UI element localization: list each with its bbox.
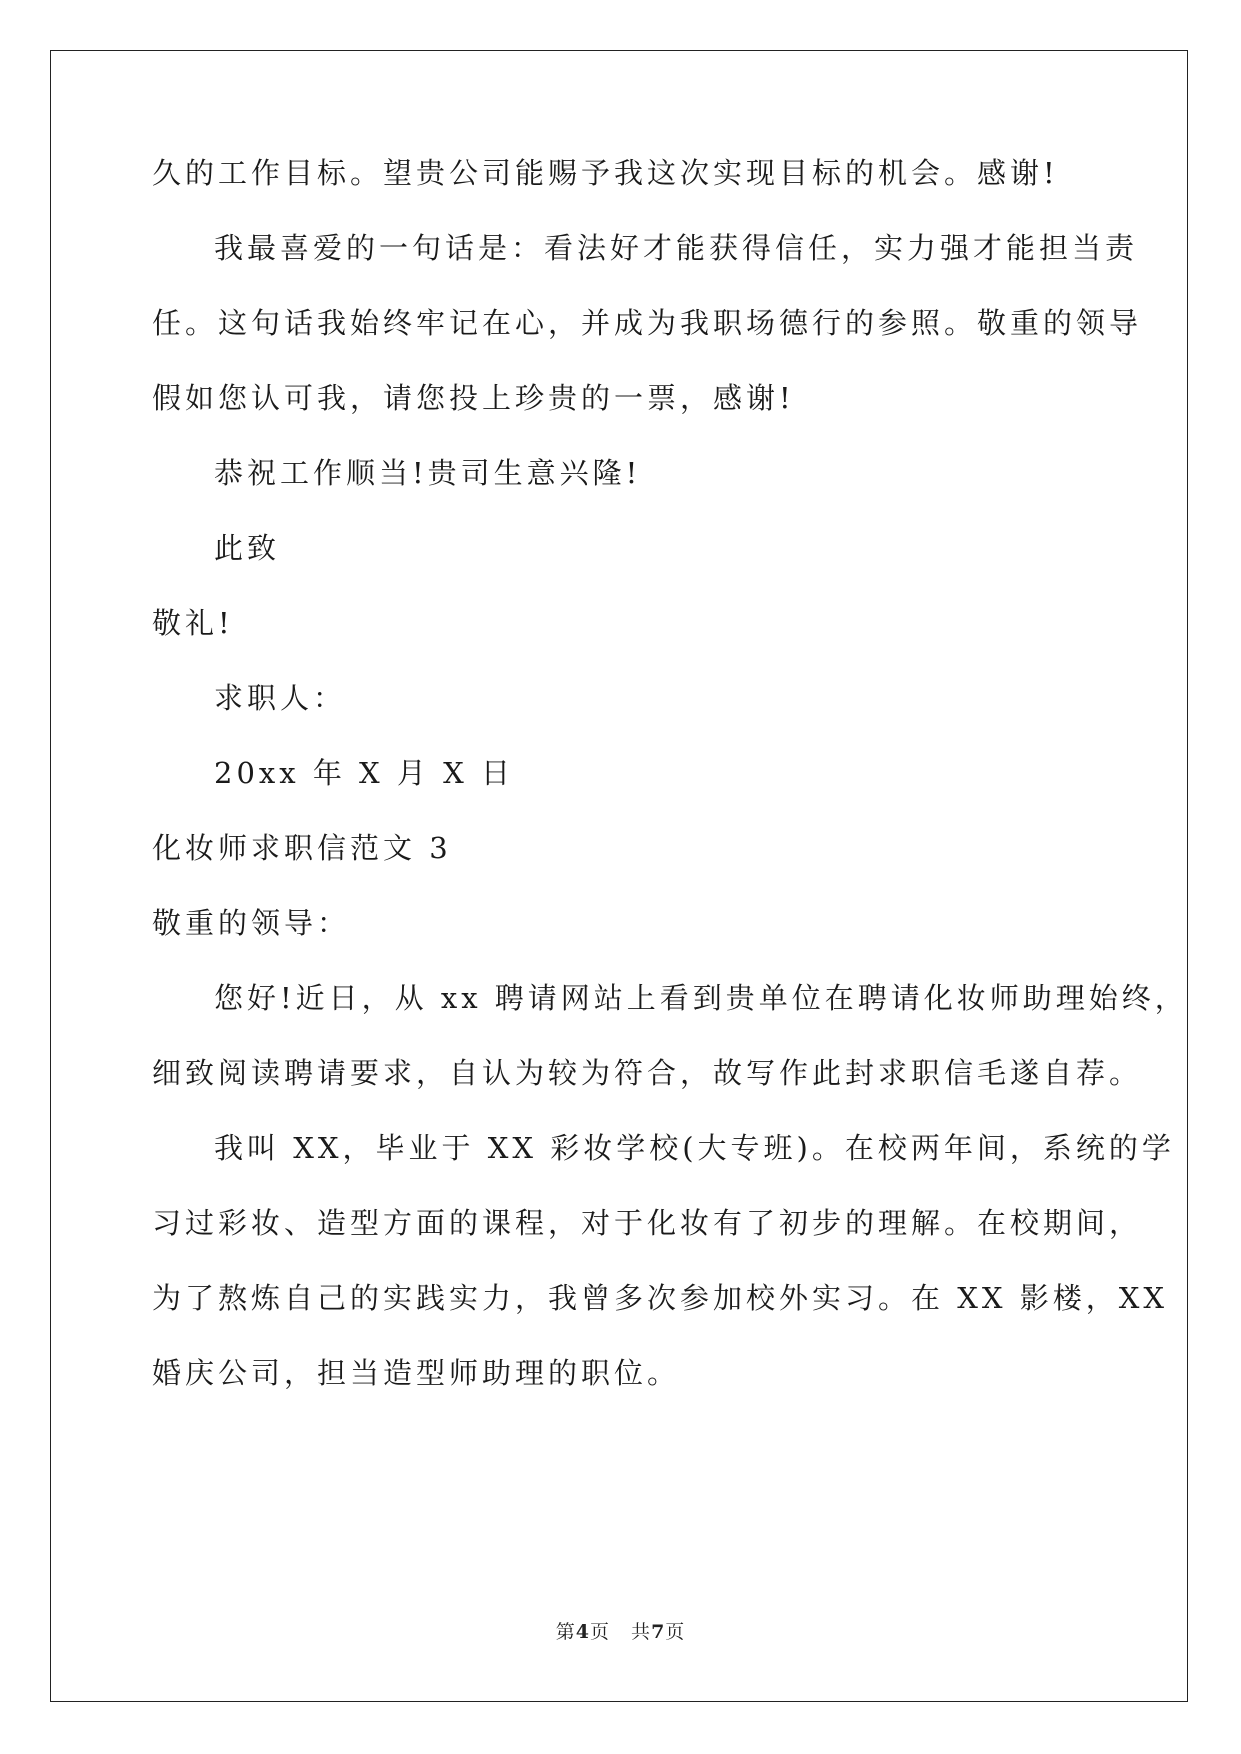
section-heading: 化妆师求职信范文 3 [152,831,452,865]
body-line: 任。这句话我始终牢记在心，并成为我职场德行的参照。敬重的领导 [152,306,1143,340]
body-line: 为了熬炼自己的实践实力，我曾多次参加校外实习。在 XX 影楼，XX [152,1281,1169,1315]
date-line: 20xx 年 X 月 X 日 [214,756,514,790]
signature-label: 求职人： [214,681,347,715]
footer-mid: 页 共 [589,1621,652,1643]
total-page-number: 7 [651,1621,666,1643]
footer-prefix: 第 [555,1621,576,1643]
page-footer [0,1620,1241,1644]
body-line: 久的工作目标。望贵公司能赐予我这次实现目标的机会。感谢! [152,156,1059,190]
body-line: 您好!近日，从 xx 聘请网站上看到贵单位在聘请化妆师助理始终， [214,981,1188,1015]
body-line: 细致阅读聘请要求，自认为较为符合，故写作此封求职信毛遂自荐。 [152,1056,1143,1090]
current-page-number: 4 [575,1621,590,1643]
body-line: 婚庆公司，担当造型师助理的职位。 [152,1356,681,1390]
body-line: 我最喜爱的一句话是：看法好才能获得信任，实力强才能担当责 [214,231,1139,265]
footer-suffix: 页 [665,1621,686,1643]
body-line: 恭祝工作顺当!贵司生意兴隆! [214,456,642,490]
salutation: 敬重的领导： [152,906,351,940]
closing-line: 此致 [214,531,281,565]
body-line: 习过彩妆、造型方面的课程，对于化妆有了初步的理解。在校期间， [152,1206,1143,1240]
page-border [50,50,1188,1702]
body-line: 我叫 XX，毕业于 XX 彩妆学校(大专班)。在校两年间，系统的学 [214,1131,1175,1165]
closing-salute: 敬礼! [152,606,234,640]
body-line: 假如您认可我，请您投上珍贵的一票，感谢! [152,381,795,415]
